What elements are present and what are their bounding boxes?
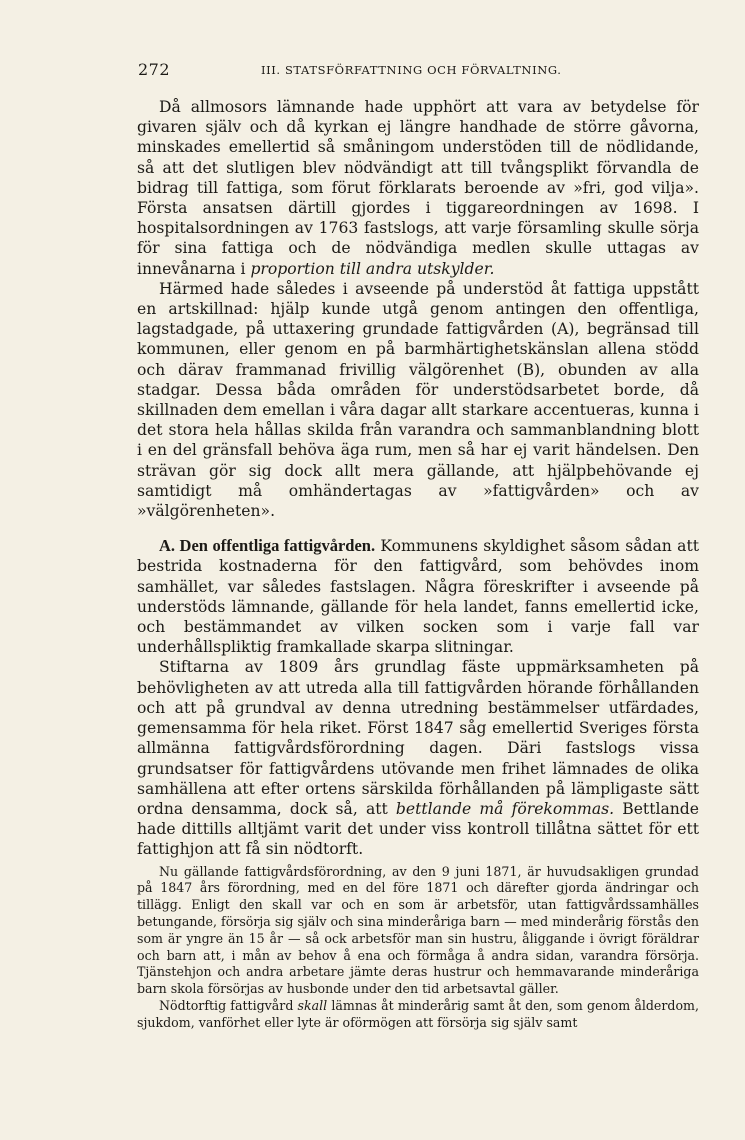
page-header — [138, 60, 698, 82]
paragraph-1809 — [137, 657, 699, 859]
small-paragraph-care — [137, 998, 699, 1032]
small-print — [137, 864, 699, 1032]
paragraph-text: Nödtorftig fattigvård — [159, 997, 298, 1013]
paragraph-text: lämnas åt minderårig samt åt den, som genom ålderdom, sjukdom, vanförhet eller lyte är oförmögen att försörja sig själv samt — [137, 997, 699, 1030]
emphasis-text: skall — [297, 997, 328, 1013]
section-heading: A. Den offentliga fattigvården. — [159, 536, 376, 556]
small-paragraph-1871 — [137, 864, 699, 998]
paragraph-distinction — [137, 279, 699, 521]
page-number: 272 — [138, 60, 171, 79]
paragraph-text: Stiftarna av 1809 års grundlag fäste uppmärksamheten på behövligheten av att utreda alla till fattigvården hörande förhållanden och att på grundval av denna utredning bestämmelser utfärdades, gemensamma för hela riket. Först 1847 såg emellertid Sveriges första allmänna fattigvårdsförordning dagen. Däri fastslogs vissa grundsatser för fattigvårdens utövande men frihet lämnades de olika samhällena att efter ortens särskilda förhållanden på lämpligaste sätt ordna densamma, dock så, att — [137, 658, 699, 818]
emphasis-text: proportion till andra utskylder. — [250, 259, 495, 278]
paragraph-text: Nu gällande fattigvårdsförordning, av den 9 juni 1871, är huvudsakligen grundad på 1847 års förordning, med en del före 1871 och därefter gjorda ändringar och tillägg. Enligt den skall var och en som är arbetsför, utan fattigvårdssamhälles betungande, försörja sig själv och sina minderåriga barn — med minderårig förstås den som är yngre än 15 år — så ock arbetsför man sin hustru, åliggande i övrigt föräldrar och barn att, i mån av behov å ena och förmåga å andra sidan, varandra försörja. Tjänstehjon och andra arbetare jämte deras hustrur och hemmavarande minderåriga barn skola försörjas av husbonde under den tid arbetsavtal gäller. — [137, 863, 699, 997]
running-head: III. STATSFÖRFATTNING OCH FÖRVALTNING. — [261, 63, 562, 77]
section-a — [137, 536, 699, 657]
paragraph-text: Bettlande hade dittills alltjämt varit det under viss kontroll tillåtna sättet för ett fattighjon att få sin nödtorft. — [137, 799, 699, 859]
paragraph-text: Kommunens skyldighet såsom sådan att bestrida kostnaderna för den fattigvård, som behövdes inom samhället, var således fastslagen. Några föreskrifter i avseende på understöds lämnande, gällande för hela landet, fanns emellertid icke, och bestämmandet av vilken socken som i varje fall var underhållspliktig framkallade skarpa slitningar. — [137, 537, 699, 657]
paragraph-text: Härmed hade således i avseende på understöd åt fattiga uppstått en artskillnad: hjälp kunde utgå genom antingen den offentliga, lagstadgade, på uttaxering grundade fattigvården (A), begränsad till kommunen, eller genom en på barmhärtighetskänslan allena stödd och därav frammanad frivillig välgörenhet (B), obunden av alla stadgar. Dessa båda områden för understödsarbetet borde, då skillnaden dem emellan i våra dagar allt starkare accentueras, kunna i det stora hela hållas skilda från varandra och sammanblandning blott i en del gränsfall behöva äga rum, men så har ej varit händelsen. Den strävan gör sig dock allt mera gällande, att hjälpbehövande ej samtidigt må omhändertagas av »fattigvården» och av »välgörenheten». — [137, 279, 699, 521]
paragraph-alms — [137, 97, 699, 279]
emphasis-text: bettlande må förekommas. — [395, 799, 615, 818]
paragraph-text: Då allmosors lämnande hade upphört att vara av betydelse för givaren själv och då kyrkan ej längre handhade de större gåvorna, minskades emellertid så småningom understöden till de nödlidande, så att det slutligen blev nödvändigt att till tvångsplikt förvandla de bidrag till fattiga, som förut förklarats beroende av »fri, god vilja». Första ansatsen därtill gjordes i tiggareordningen av 1698. I hospitalsordningen av 1763 fastslogs, att varje församling skulle sörja för sina fattiga och de nödvändiga medlen skulle uttagas av innevånarna i — [137, 98, 699, 278]
main-text — [137, 97, 699, 1031]
